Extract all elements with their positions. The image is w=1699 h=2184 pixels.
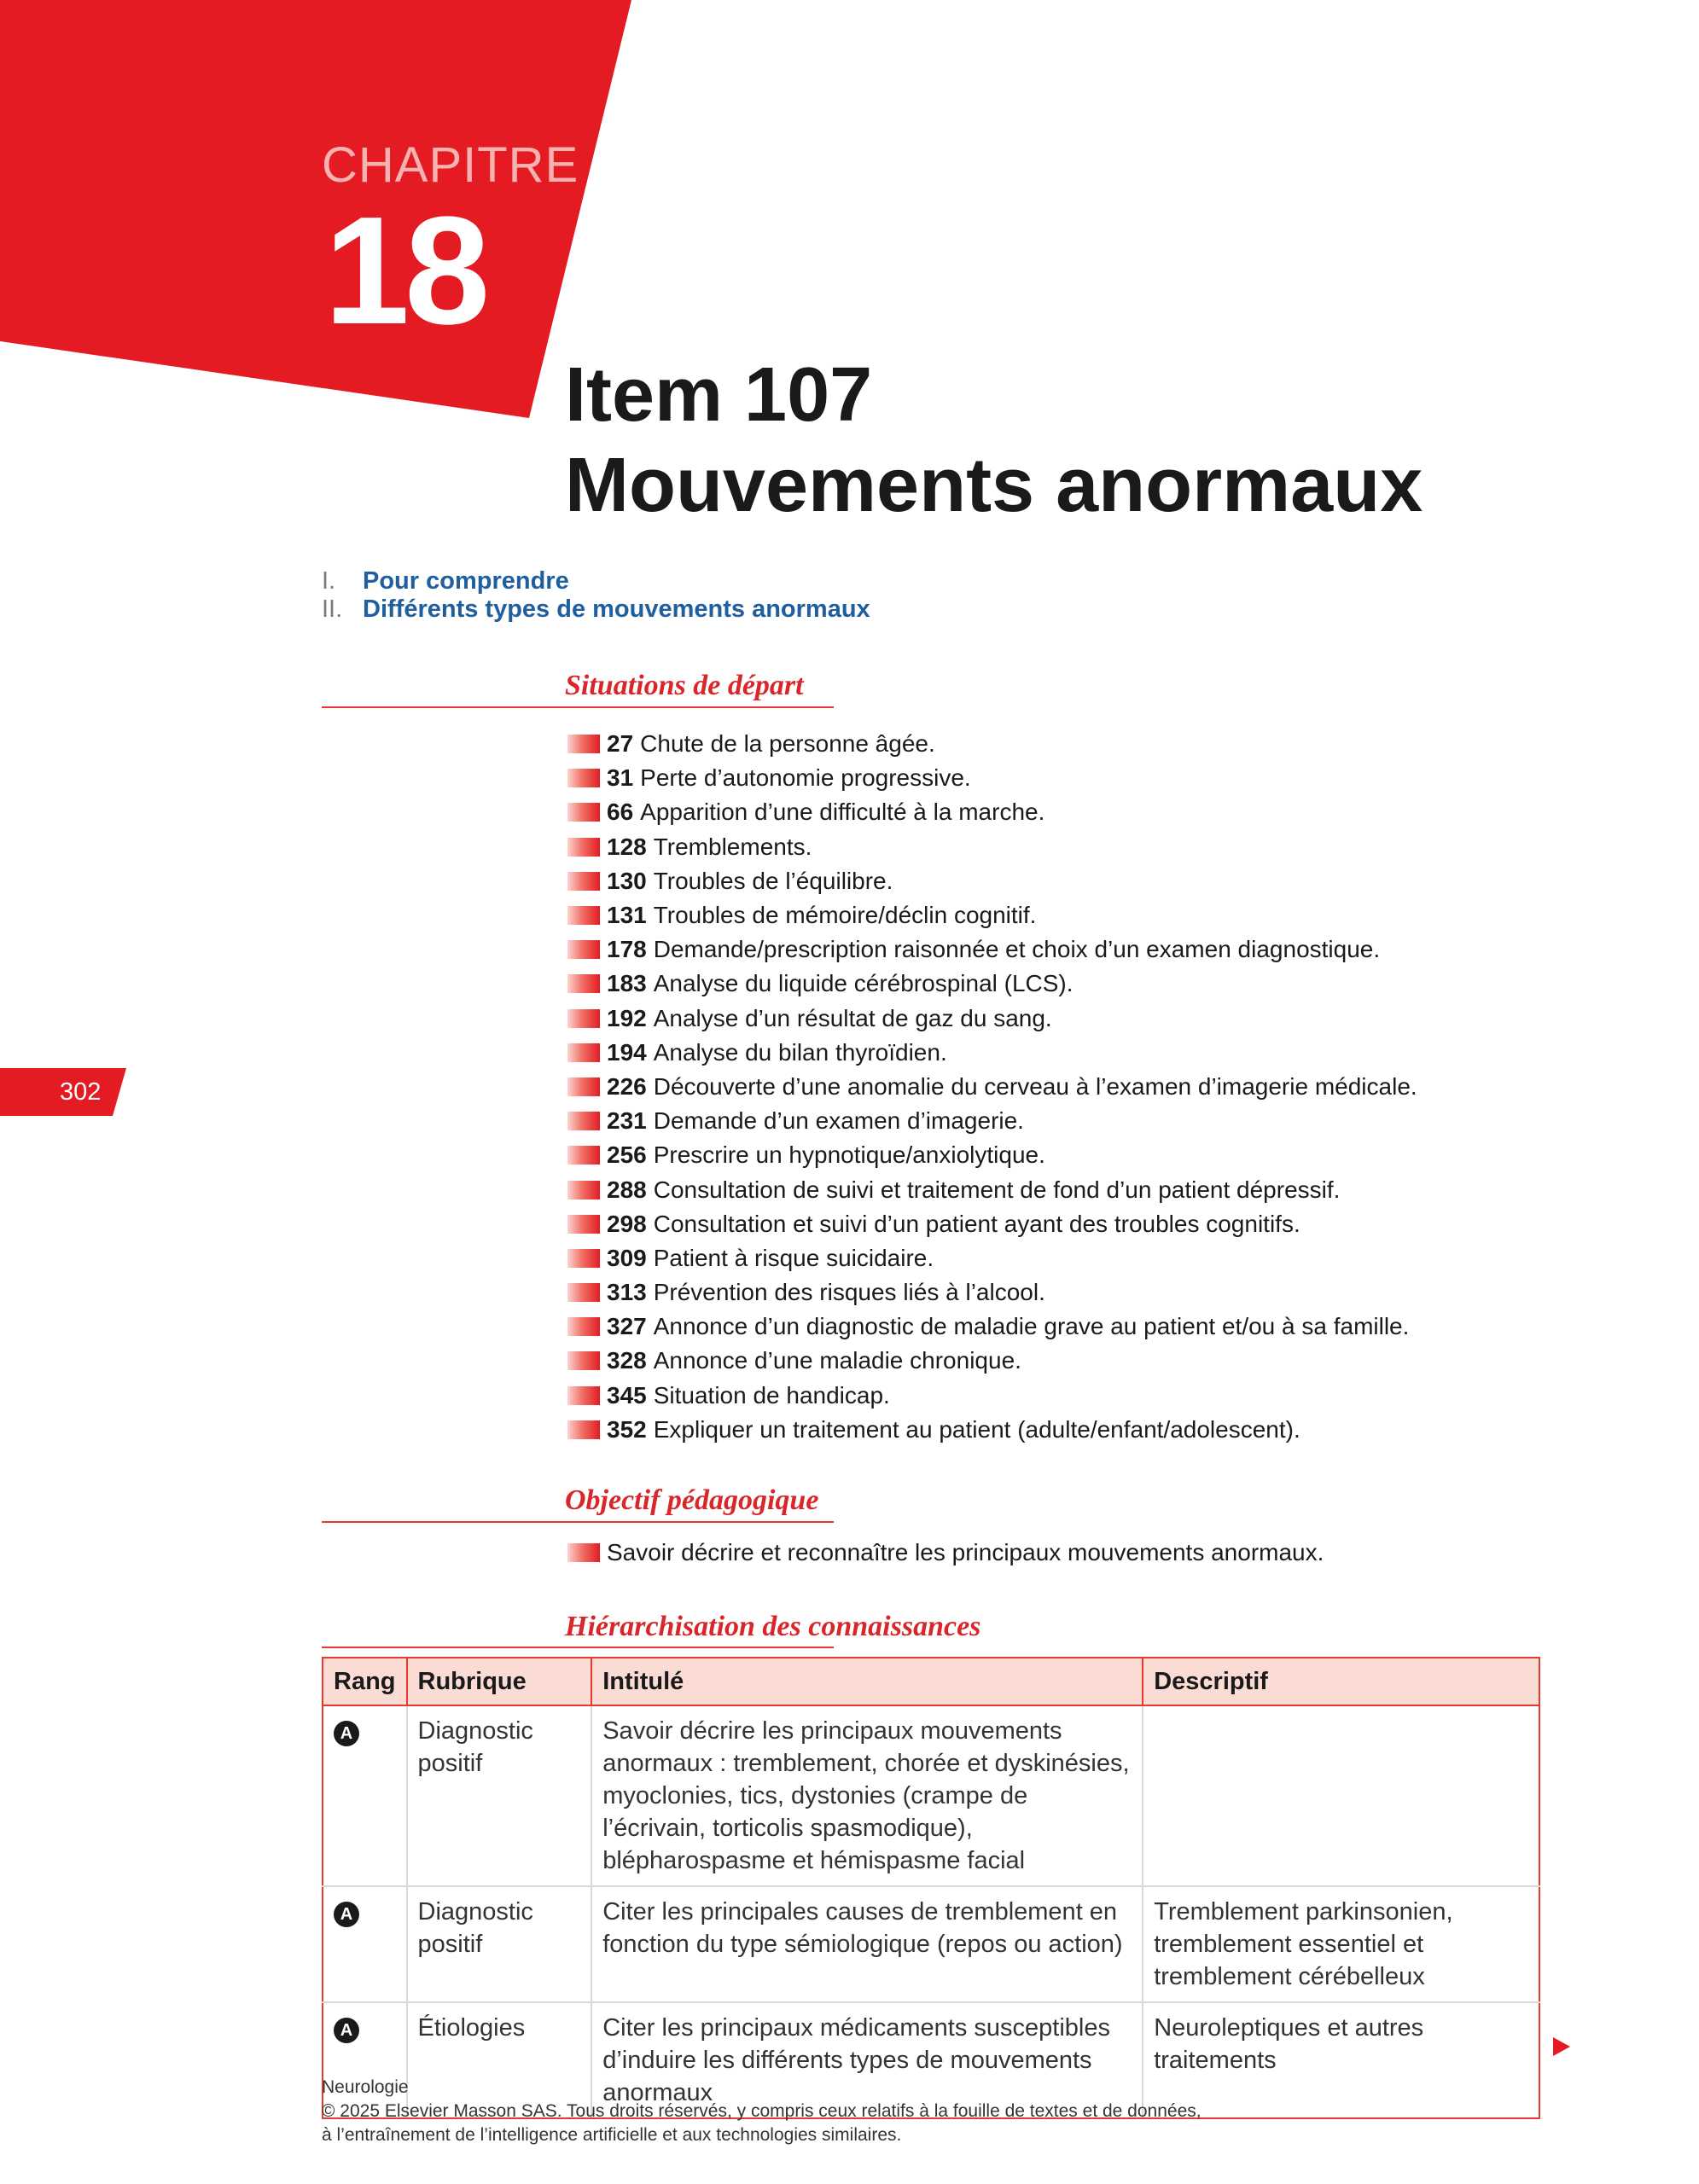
situation-code: 288 <box>607 1176 647 1203</box>
situation-text: Annonce d’une maladie chronique. <box>653 1347 1021 1374</box>
bullet-icon <box>567 1077 600 1096</box>
situation-text: Perte d’autonomie progressive. <box>640 764 971 792</box>
situation-code: 313 <box>607 1279 647 1306</box>
list-item <box>567 1104 1417 1138</box>
section-rule <box>322 706 834 708</box>
bullet-icon <box>567 872 600 891</box>
page-title <box>565 350 1423 531</box>
situation-code: 131 <box>607 902 647 929</box>
list-item <box>567 967 1417 1001</box>
bullet-icon <box>567 1420 600 1439</box>
list-item <box>567 1344 1417 1378</box>
bullet-icon <box>567 940 600 959</box>
situation-code: 128 <box>607 833 647 860</box>
bullet-icon <box>567 1043 600 1062</box>
situation-code: 192 <box>607 1004 647 1031</box>
bullet-icon <box>567 1351 600 1370</box>
bullet-icon <box>567 1283 600 1302</box>
bullet-icon <box>567 1317 600 1336</box>
list-item <box>567 1036 1417 1070</box>
toc-number: I. <box>322 567 336 595</box>
list-item <box>567 1275 1417 1310</box>
situation-text: Prévention des risques liés à l’alcool. <box>653 1279 1045 1306</box>
list-item <box>567 1002 1417 1036</box>
list-item <box>567 761 1417 795</box>
list-item <box>567 898 1417 932</box>
list-item <box>567 727 1417 761</box>
table-header-row <box>323 1658 1539 1705</box>
list-item <box>567 1138 1417 1172</box>
situation-text: Consultation de suivi et traitement de fond d’un patient dépressif. <box>653 1176 1341 1203</box>
situation-text: Demande d’un examen d’imagerie. <box>653 1107 1024 1135</box>
list-item <box>567 1413 1417 1447</box>
list-item <box>567 830 1417 864</box>
descriptif-cell: Neuroleptiques et autres traitements <box>1143 2002 1539 2118</box>
situation-text: Découverte d’une anomalie du cerveau à l’examen d’imagerie médicale. <box>653 1072 1417 1100</box>
column-header: Rubrique <box>407 1658 592 1705</box>
section-rule <box>322 1647 834 1648</box>
table-row <box>323 1886 1539 2002</box>
toc-item[interactable] <box>322 595 870 624</box>
table-row <box>323 1705 1539 1886</box>
situation-text: Chute de la personne âgée. <box>640 730 935 758</box>
section-rule <box>322 1521 834 1523</box>
list-item <box>567 932 1417 967</box>
situation-code: 130 <box>607 867 647 894</box>
intitule-cell: Citer les principales causes de tremblement en fonction du type sémiologique (repos ou action) <box>591 1886 1143 2002</box>
situation-code: 327 <box>607 1313 647 1340</box>
situation-code: 256 <box>607 1141 647 1169</box>
situation-text: Prescrire un hypnotique/anxiolytique. <box>653 1141 1045 1169</box>
page-number: 302 <box>60 1078 102 1106</box>
situation-code: 309 <box>607 1244 647 1271</box>
title-item: Item 107 <box>565 352 873 438</box>
list-item <box>567 1536 1324 1570</box>
bullet-icon <box>567 1181 600 1199</box>
situation-code: 31 <box>607 764 634 792</box>
situation-text: Situation de handicap. <box>653 1381 890 1409</box>
toc-link[interactable]: Pour comprendre <box>363 567 569 595</box>
objectif-heading: Objectif pédagogique <box>565 1484 819 1516</box>
situation-code: 231 <box>607 1107 647 1135</box>
toc-item[interactable] <box>322 567 870 595</box>
footer <box>322 2076 1202 2147</box>
situation-text: Consultation et suivi d’un patient ayant des troubles cognitifs. <box>653 1210 1300 1237</box>
rank-badge: A <box>334 1721 359 1746</box>
toc-link[interactable]: Différents types de mouvements anormaux <box>363 595 870 623</box>
situation-text: Analyse du bilan thyroïdien. <box>653 1038 947 1066</box>
list-item <box>567 1241 1417 1275</box>
descriptif-cell: Tremblement parkinsonien, tremblement essentiel et tremblement cérébelleux <box>1143 1886 1539 2002</box>
situation-code: 183 <box>607 970 647 997</box>
list-item <box>567 1379 1417 1413</box>
chapter-number: 18 <box>324 185 486 357</box>
situation-text: Apparition d’une difficulté à la marche. <box>640 799 1045 826</box>
list-item <box>567 1070 1417 1104</box>
situation-code: 226 <box>607 1072 647 1100</box>
toc-number: II. <box>322 595 343 623</box>
bullet-icon <box>567 1249 600 1268</box>
bullet-icon <box>567 1215 600 1234</box>
rubrique-cell: Diagnostic positif <box>407 1705 592 1886</box>
situation-code: 66 <box>607 799 634 826</box>
chapter-banner <box>0 0 631 418</box>
table-of-contents <box>322 567 870 624</box>
list-item <box>567 1172 1417 1206</box>
chapter-label: CHAPITRE <box>322 137 579 193</box>
title-subject: Mouvements anormaux <box>565 443 1423 528</box>
bullet-icon <box>567 1009 600 1028</box>
situation-text: Analyse d’un résultat de gaz du sang. <box>653 1004 1052 1031</box>
item-text: Savoir décrire et reconnaître les principaux mouvements anormaux. <box>607 1539 1324 1566</box>
rank-badge: A <box>334 1902 359 1927</box>
footer-book: Neurologie <box>322 2077 409 2097</box>
situation-code: 298 <box>607 1210 647 1237</box>
bullet-icon <box>567 769 600 787</box>
next-page-arrow-icon[interactable] <box>1553 2037 1570 2056</box>
intitule-cell: Savoir décrire les principaux mouvements anormaux : tremblement, chorée et dyskinésies, myoclonies, tics, dystonies (crampe de l’écrivain, torticolis spasmodique), blépharospasme et hémispasme facial <box>591 1705 1143 1886</box>
rank-badge: A <box>334 2018 359 2043</box>
column-header: Intitulé <box>591 1658 1143 1705</box>
situation-code: 194 <box>607 1038 647 1066</box>
situation-text: Patient à risque suicidaire. <box>653 1244 934 1271</box>
situation-code: 27 <box>607 730 634 758</box>
footer-copyright: © 2025 Elsevier Masson SAS. Tous droits réservés, y compris ceux relatifs à la fouille de textes et de données, <box>322 2101 1202 2121</box>
situation-text: Troubles de mémoire/déclin cognitif. <box>653 902 1037 929</box>
situations-heading: Situations de départ <box>565 670 804 701</box>
situation-text: Analyse du liquide cérébrospinal (LCS). <box>653 970 1074 997</box>
hierarchie-heading: Hiérarchisation des connaissances <box>565 1611 981 1642</box>
descriptif-cell <box>1143 1705 1539 1886</box>
situations-list <box>567 727 1417 1447</box>
rubrique-cell: Diagnostic positif <box>407 1886 592 2002</box>
situation-code: 345 <box>607 1381 647 1409</box>
situation-code: 328 <box>607 1347 647 1374</box>
bullet-icon <box>567 735 600 753</box>
bullet-icon <box>567 906 600 925</box>
list-item <box>567 795 1417 829</box>
situation-text: Annonce d’un diagnostic de maladie grave au patient et/ou à sa famille. <box>653 1313 1410 1340</box>
bullet-icon <box>567 803 600 822</box>
intitule-cell: Citer les principaux médicaments susceptibles d’induire les différents types de mouvements anormaux <box>591 2002 1143 2118</box>
list-item <box>567 1310 1417 1344</box>
column-header: Rang <box>323 1658 407 1705</box>
list-item <box>567 864 1417 898</box>
footer-rights: à l’entraînement de l’intelligence artificielle et aux technologies similaires. <box>322 2125 902 2145</box>
list-item <box>567 1207 1417 1241</box>
column-header: Descriptif <box>1143 1658 1539 1705</box>
situation-text: Troubles de l’équilibre. <box>653 867 893 894</box>
knowledge-table <box>322 1657 1540 2119</box>
objectif-list <box>567 1536 1324 1570</box>
bullet-icon <box>567 838 600 857</box>
situation-text: Expliquer un traitement au patient (adulte/enfant/adolescent). <box>653 1415 1300 1443</box>
situation-code: 352 <box>607 1415 647 1443</box>
situation-text: Demande/prescription raisonnée et choix d’un examen diagnostique. <box>653 936 1381 963</box>
situation-text: Tremblements. <box>653 833 812 860</box>
rubrique-cell: Étiologies <box>407 2002 592 2118</box>
bullet-icon <box>567 1386 600 1405</box>
bullet-icon <box>567 1112 600 1130</box>
bullet-icon <box>567 974 600 993</box>
situation-code: 178 <box>607 936 647 963</box>
bullet-icon <box>567 1146 600 1165</box>
bullet-icon <box>567 1543 600 1562</box>
